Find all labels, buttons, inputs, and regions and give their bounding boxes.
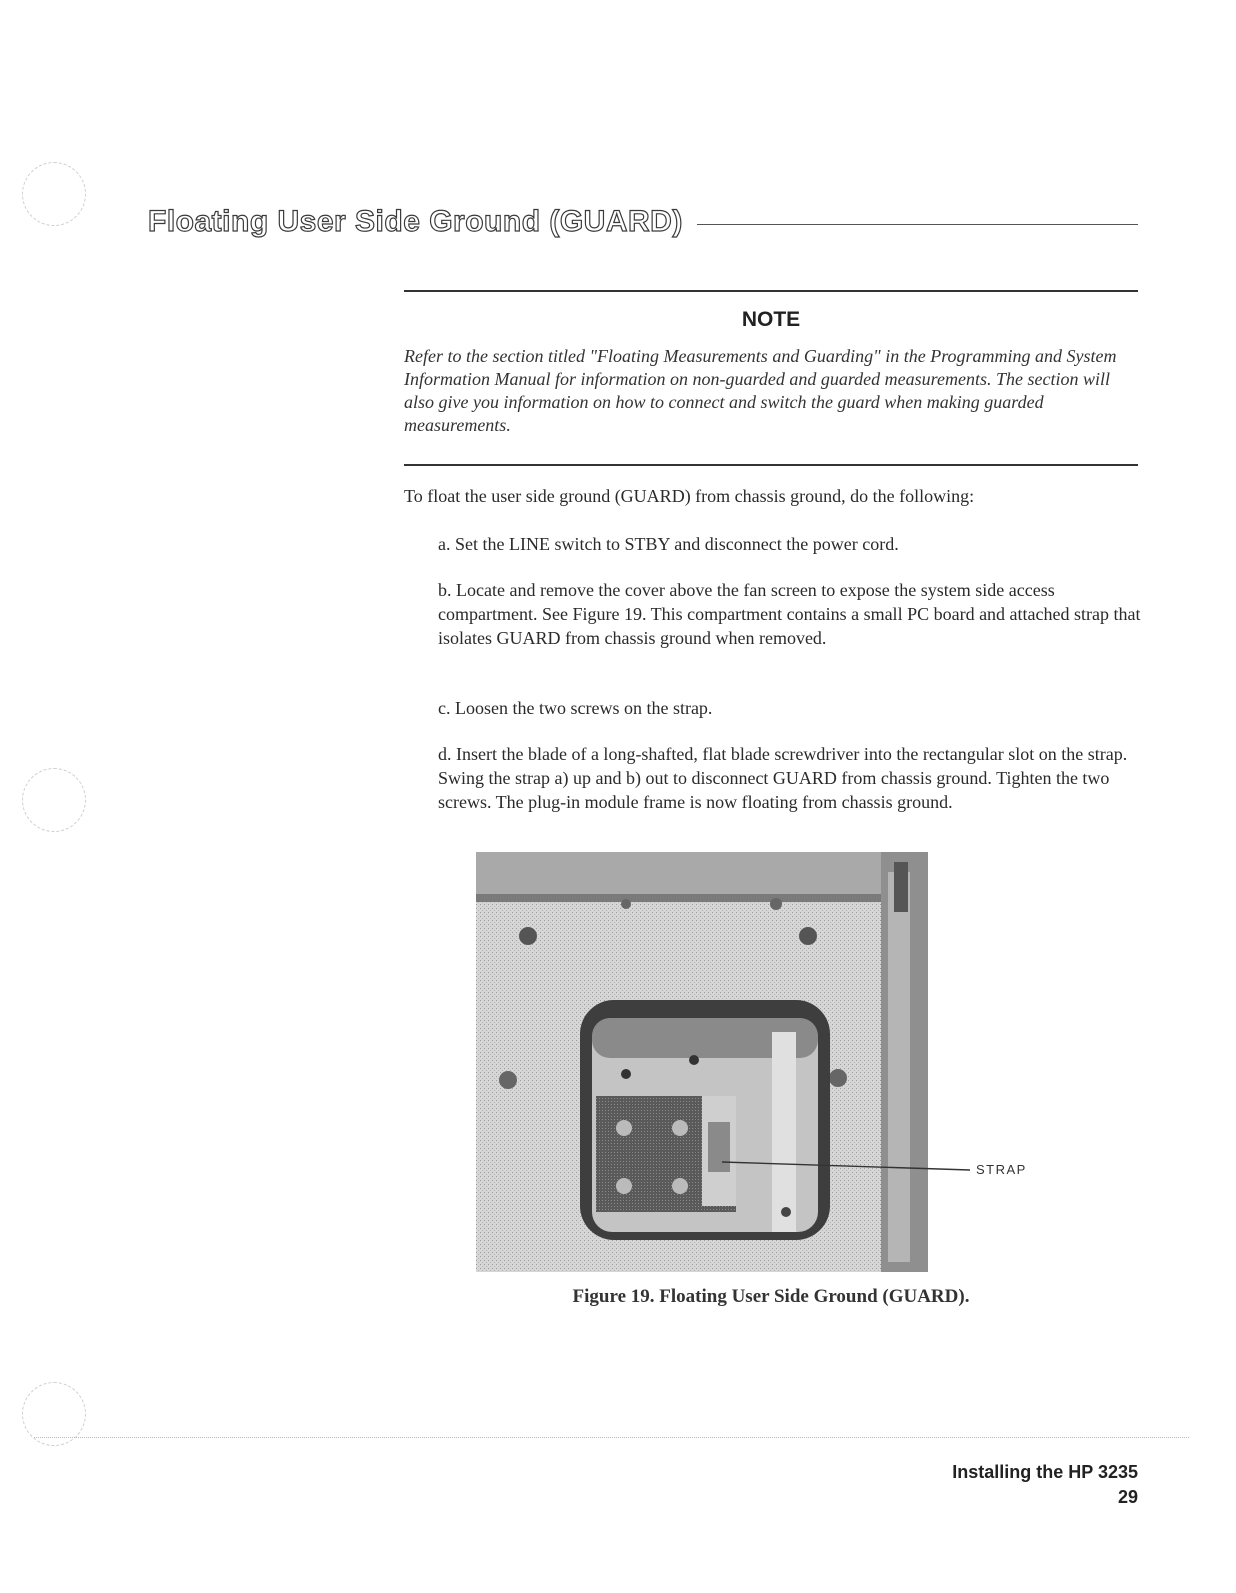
- section-heading: [148, 200, 1138, 244]
- note-body: Refer to the section titled "Floating Measurements and Guarding" in the Programming and System Information Manual for information on non-guarded and guarded measurements. The section will also give you information on how to connect and switch the guard when making guarded measurements.: [404, 346, 1117, 435]
- strap-leader-line: [722, 1160, 970, 1172]
- note-title: NOTE: [741, 308, 801, 331]
- page-number: 29: [1117, 1487, 1138, 1507]
- punch-hole-top: [22, 162, 86, 226]
- section-heading-text: Floating User Side Ground (GUARD): [148, 205, 683, 238]
- note-bottom-rule: [404, 464, 1138, 466]
- step-c: c. Loosen the two screws on the strap.: [438, 698, 713, 718]
- chassis-photo-illustration: [476, 852, 928, 1272]
- note-top-rule: [404, 290, 1138, 292]
- step-a: a. Set the LINE switch to STBY and disconnect the power cord.: [438, 534, 899, 554]
- footer-rule: [34, 1437, 1189, 1438]
- step-d: d. Insert the blade of a long-shafted, flat blade screwdriver into the rectangular slot on the strap. Swing the strap a) up and b) out to disconnect GUARD from chassis ground. Tighten the two screws. The plug-in module frame is now floating from chassis ground.: [438, 744, 1128, 812]
- heading-rule: [697, 224, 1138, 225]
- figure-19-photo: [476, 852, 928, 1272]
- figure-caption: Figure 19. Floating User Side Ground (GUARD).: [572, 1286, 970, 1307]
- footer-title: Installing the HP 3235: [952, 1462, 1138, 1482]
- step-b: b. Locate and remove the cover above the fan screen to expose the system side access compartment. See Figure 19. This compartment contains a small PC board and attached strap that isolates GUARD from chassis ground when removed.: [438, 580, 1141, 648]
- strap-callout-label: STRAP: [976, 1162, 1027, 1177]
- punch-hole-middle: [22, 768, 86, 832]
- intro-paragraph: To float the user side ground (GUARD) from chassis ground, do the following:: [404, 486, 975, 506]
